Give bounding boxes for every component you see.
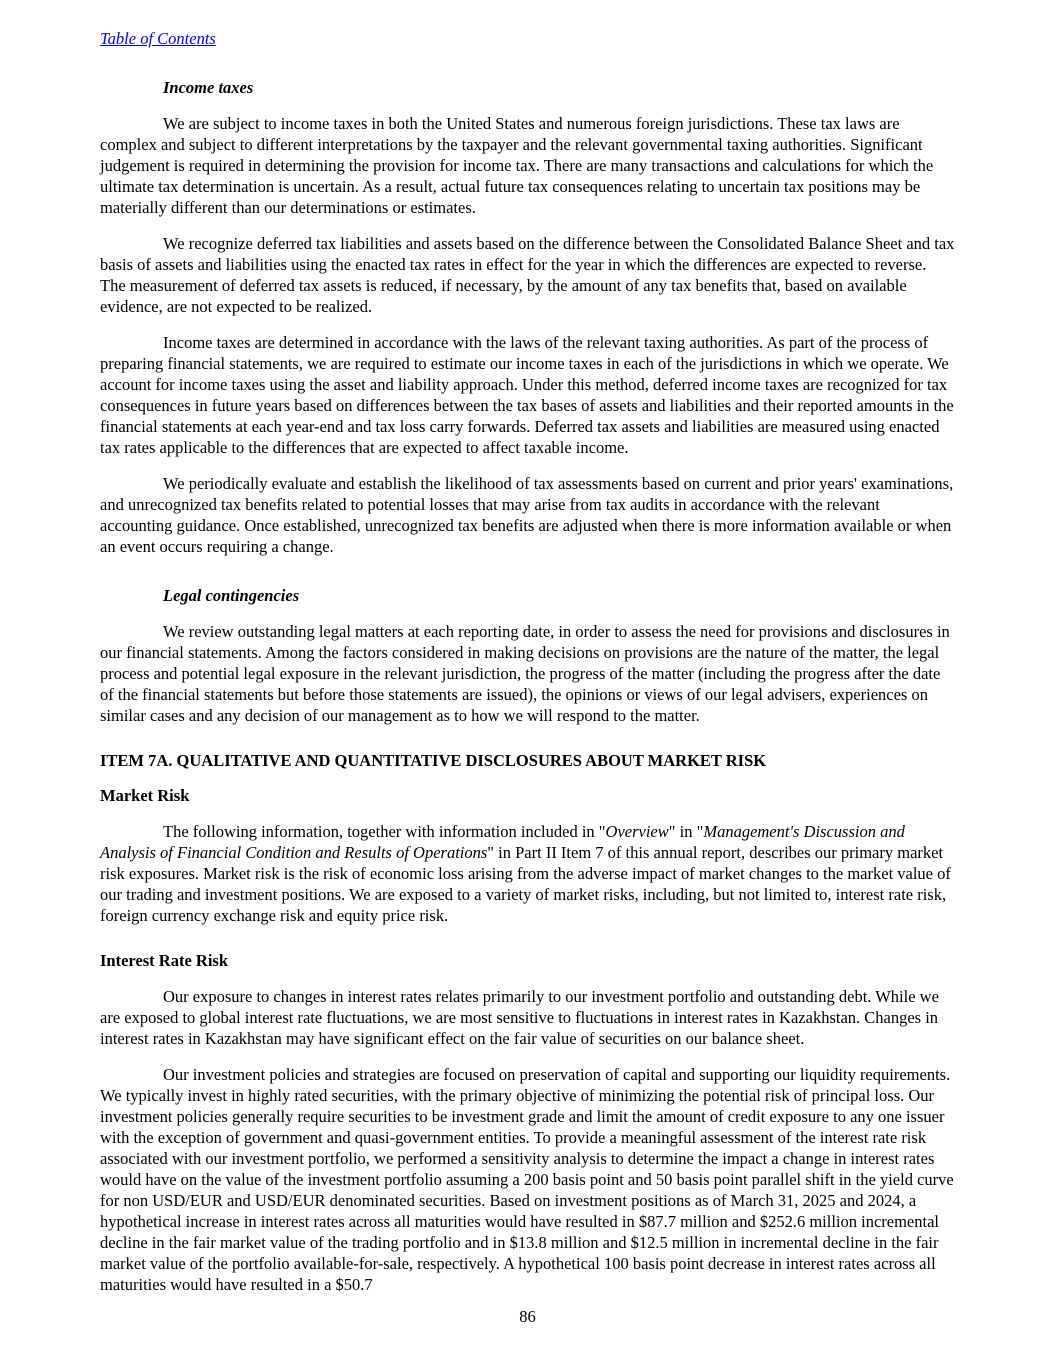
- table-of-contents-link[interactable]: Table of Contents: [100, 29, 216, 48]
- page-number: 86: [519, 1307, 536, 1326]
- income-taxes-paragraph-4: We periodically evaluate and establish the likelihood of tax assessments based on current and prior years' examinations, and unrecognized tax benefits related to potential losses that may arise from tax audits in accordance with the relevant accounting guidance. Once established, unrecognized tax benefits are adjusted when there is more information available or when an event occurs requiring a change.: [100, 474, 954, 556]
- item-7a-heading: ITEM 7A. QUALITATIVE AND QUANTITATIVE DISCLOSURES ABOUT MARKET RISK: [100, 751, 767, 770]
- legal-contingencies-heading: Legal contingencies: [163, 586, 300, 605]
- market-risk-paragraph-1: [100, 821, 955, 926]
- interest-rate-risk-heading: Interest Rate Risk: [100, 951, 229, 970]
- market-risk-heading: Market Risk: [100, 786, 190, 805]
- text-segment: The following information, together with information included in ": [163, 822, 606, 841]
- text-segment: " in ": [668, 822, 704, 841]
- income-taxes-heading: Income taxes: [163, 78, 254, 97]
- text-segment-italic: Overview: [605, 822, 669, 841]
- legal-contingencies-paragraph-1: We review outstanding legal matters at each reporting date, in order to assess the need for provisions and disclosures in our financial statements. Among the factors considered in making decisions on provisions are the nature of the matter, the legal process and potential legal exposure in the relevant jurisdiction, the progress of the matter (including the progress after the date of the financial statements but before those statements are issued), the opinions or views of our legal advisers, experiences on similar cases and any decision of our management as to how we will respond to the matter.: [100, 622, 950, 725]
- interest-rate-risk-paragraph-2: Our investment policies and strategies are focused on preservation of capital and supporting our liquidity requirements. We typically invest in highly rated securities, with the primary objective of minimizing the potential risk of principal loss. Our investment policies generally require securities to be investment grade and limit the amount of credit exposure to any one issuer with the exception of government and quasi-government entities. To provide a meaningful assessment of the interest rate risk associated with our investment portfolio, we performed a sensitivity analysis to determine the impact a change in interest rates would have on the value of the investment portfolio assuming a 200 basis point and 50 basis point parallel shift in the yield curve for non USD/EUR and USD/EUR denominated securities. Based on investment positions as of March 31, 2025 and 2024, a hypothetical increase in interest rates across all maturities would have resulted in $87.7 million and $252.6 million incremental decline in the fair market value of the trading portfolio and in $13.8 million and $12.5 million in incremental decline in the fair market value of the portfolio available-for-sale, respectively. A hypothetical 100 basis point decrease in interest rates across all maturities would have resulted in a $50.7: [100, 1065, 954, 1294]
- text-segment-italic: Management's Discussion and Analysis of Financial Condition and Results of Operations: [100, 822, 905, 862]
- income-taxes-paragraph-2: We recognize deferred tax liabilities and assets based on the difference between the Consolidated Balance Sheet and tax basis of assets and liabilities using the enacted tax rates in effect for the year in which the differences are expected to reverse. The measurement of deferred tax assets is reduced, if necessary, by the amount of any tax benefits that, based on available evidence, are not expected to be realized.: [100, 234, 955, 316]
- text-segment: " in Part II Item 7 of this annual report, describes our primary market risk exposures. Market risk is the risk of economic loss arising from the adverse impact of market changes to the market value of our trading and investment positions. We are exposed to a variety of market risks, including, but not limited to, interest rate risk, foreign currency exchange risk and equity price risk.: [100, 843, 951, 925]
- income-taxes-paragraph-1: We are subject to income taxes in both the United States and numerous foreign jurisdictions. These tax laws are complex and subject to different interpretations by the taxpayer and the relevant governmental taxing authorities. Significant judgement is required in determining the provision for income tax. There are many transactions and calculations for which the ultimate tax determination is uncertain. As a result, actual future tax consequences relating to uncertain tax positions may be materially different than our determinations or estimates.: [100, 114, 934, 217]
- income-taxes-paragraph-3: Income taxes are determined in accordance with the laws of the relevant taxing authorities. As part of the process of preparing financial statements, we are required to estimate our income taxes in each of the jurisdictions in which we operate. We account for income taxes using the asset and liability approach. Under this method, deferred income taxes are recognized for tax consequences in future years based on differences between the tax bases of assets and liabilities and their reported amounts in the financial statements at each year-end and tax loss carry forwards. Deferred tax assets and liabilities are measured using enacted tax rates applicable to the differences that are expected to affect taxable income.: [100, 333, 954, 457]
- interest-rate-risk-paragraph-1: Our exposure to changes in interest rates relates primarily to our investment portfolio and outstanding debt. While we are exposed to global interest rate fluctuations, we are most sensitive to fluctuations in interest rates in Kazakhstan. Changes in interest rates in Kazakhstan may have significant effect on the fair value of securities on our balance sheet.: [100, 987, 939, 1048]
